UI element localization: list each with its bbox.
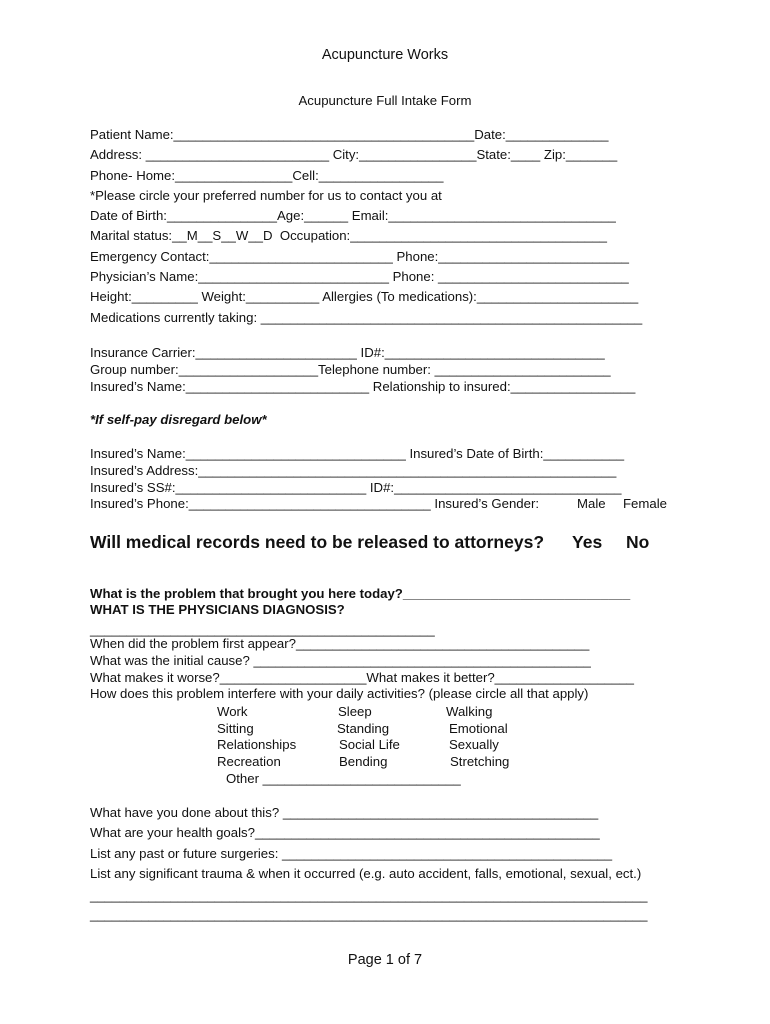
release-yes-option[interactable]: Yes [572, 532, 603, 552]
trauma-answer-line[interactable]: ____________________________________________________________________________ [90, 888, 648, 903]
done-about-line[interactable]: What have you done about this? ___________________________________________ [90, 805, 599, 820]
phone-line[interactable]: Phone- Home:________________Cell:_________________ [90, 168, 444, 183]
height-weight-line[interactable]: Height:_________ Weight:__________ Allergies (To medications):______________________ [90, 289, 639, 304]
activity-option[interactable]: Sleep [338, 704, 372, 719]
activity-other-line[interactable]: Other ___________________________ [226, 771, 461, 786]
activity-option[interactable]: Bending [339, 754, 388, 769]
activity-option[interactable]: Emotional [449, 721, 508, 736]
group-number-line[interactable]: Group number:___________________Telephone number: ________________________ [90, 362, 611, 377]
first-appear-line[interactable]: When did the problem first appear?________________________________________ [90, 636, 590, 651]
page-number: Page 1 of 7 [347, 952, 423, 968]
activity-option[interactable]: Standing [337, 721, 390, 736]
dob-line[interactable]: Date of Birth:_______________Age:______ Email:_______________________________ [90, 208, 616, 223]
diagnosis-question: WHAT IS THE PHYSICIANS DIAGNOSIS? [90, 602, 345, 617]
activity-option[interactable]: Stretching [450, 754, 510, 769]
self-pay-address-line[interactable]: Insured’s Address:_________________________________________________________ [90, 463, 617, 478]
activity-option[interactable]: Work [217, 704, 248, 719]
activity-option[interactable]: Relationships [217, 737, 297, 752]
trauma-answer-line[interactable]: ____________________________________________________________________________ [90, 907, 648, 922]
form-title: Acupuncture Full Intake Form [298, 93, 472, 108]
activity-option[interactable]: Sitting [217, 721, 254, 736]
gender-female-option[interactable]: Female [623, 496, 667, 511]
release-no-option[interactable]: No [626, 532, 650, 552]
trauma-question: List any significant trauma & when it occurred (e.g. auto accident, falls, emotional, sexual, ect.) [90, 866, 642, 881]
patient-name-date-line[interactable]: Patient Name:_________________________________________Date:______________ [90, 127, 609, 142]
activity-option[interactable]: Walking [446, 704, 493, 719]
activity-option[interactable]: Social Life [339, 737, 400, 752]
medications-line[interactable]: Medications currently taking: ____________________________________________________ [90, 310, 643, 325]
self-pay-phone-line[interactable]: Insured’s Phone:_________________________________ Insured’s Gender: [90, 496, 540, 511]
insurance-carrier-line[interactable]: Insurance Carrier:______________________ ID#:______________________________ [90, 345, 605, 360]
org-title: Acupuncture Works [321, 47, 449, 63]
health-goals-line[interactable]: What are your health goals?_______________________________________________ [90, 825, 600, 840]
self-pay-heading: *If self-pay disregard below* [90, 412, 267, 427]
marital-status-line[interactable]: Marital status:__M__S__W__D Occupation:___________________________________ [90, 228, 607, 243]
address-line[interactable]: Address: _________________________ City:________________State:____ Zip:_______ [90, 147, 618, 162]
surgeries-line[interactable]: List any past or future surgeries: _____________________________________________ [90, 846, 613, 861]
insured-name-line[interactable]: Insured’s Name:_________________________ Relationship to insured:_________________ [90, 379, 636, 394]
preferred-number-note: *Please circle your preferred number for us to contact you at [90, 188, 442, 203]
physician-line[interactable]: Physician’s Name:__________________________ Phone: __________________________ [90, 269, 629, 284]
activity-option[interactable]: Recreation [217, 754, 281, 769]
interfere-question: How does this problem interfere with your daily activities? (please circle all that apply) [90, 686, 589, 701]
release-question: Will medical records need to be released to attorneys? [90, 532, 545, 552]
problem-question[interactable]: What is the problem that brought you here today?_______________________________ [90, 586, 631, 601]
self-pay-insured-name-line[interactable]: Insured’s Name:______________________________ Insured’s Date of Birth:___________ [90, 446, 625, 461]
self-pay-ss-line[interactable]: Insured’s SS#:__________________________ ID#:_______________________________ [90, 480, 622, 495]
activity-option[interactable]: Sexually [449, 737, 499, 752]
initial-cause-line[interactable]: What was the initial cause? ______________________________________________ [90, 653, 591, 668]
worse-better-line[interactable]: What makes it worse?____________________What makes it better?___________________ [90, 670, 635, 685]
emergency-contact-line[interactable]: Emergency Contact:_________________________ Phone:__________________________ [90, 249, 629, 264]
diagnosis-answer-line[interactable]: _______________________________________________ [90, 622, 435, 637]
gender-male-option[interactable]: Male [577, 496, 606, 511]
